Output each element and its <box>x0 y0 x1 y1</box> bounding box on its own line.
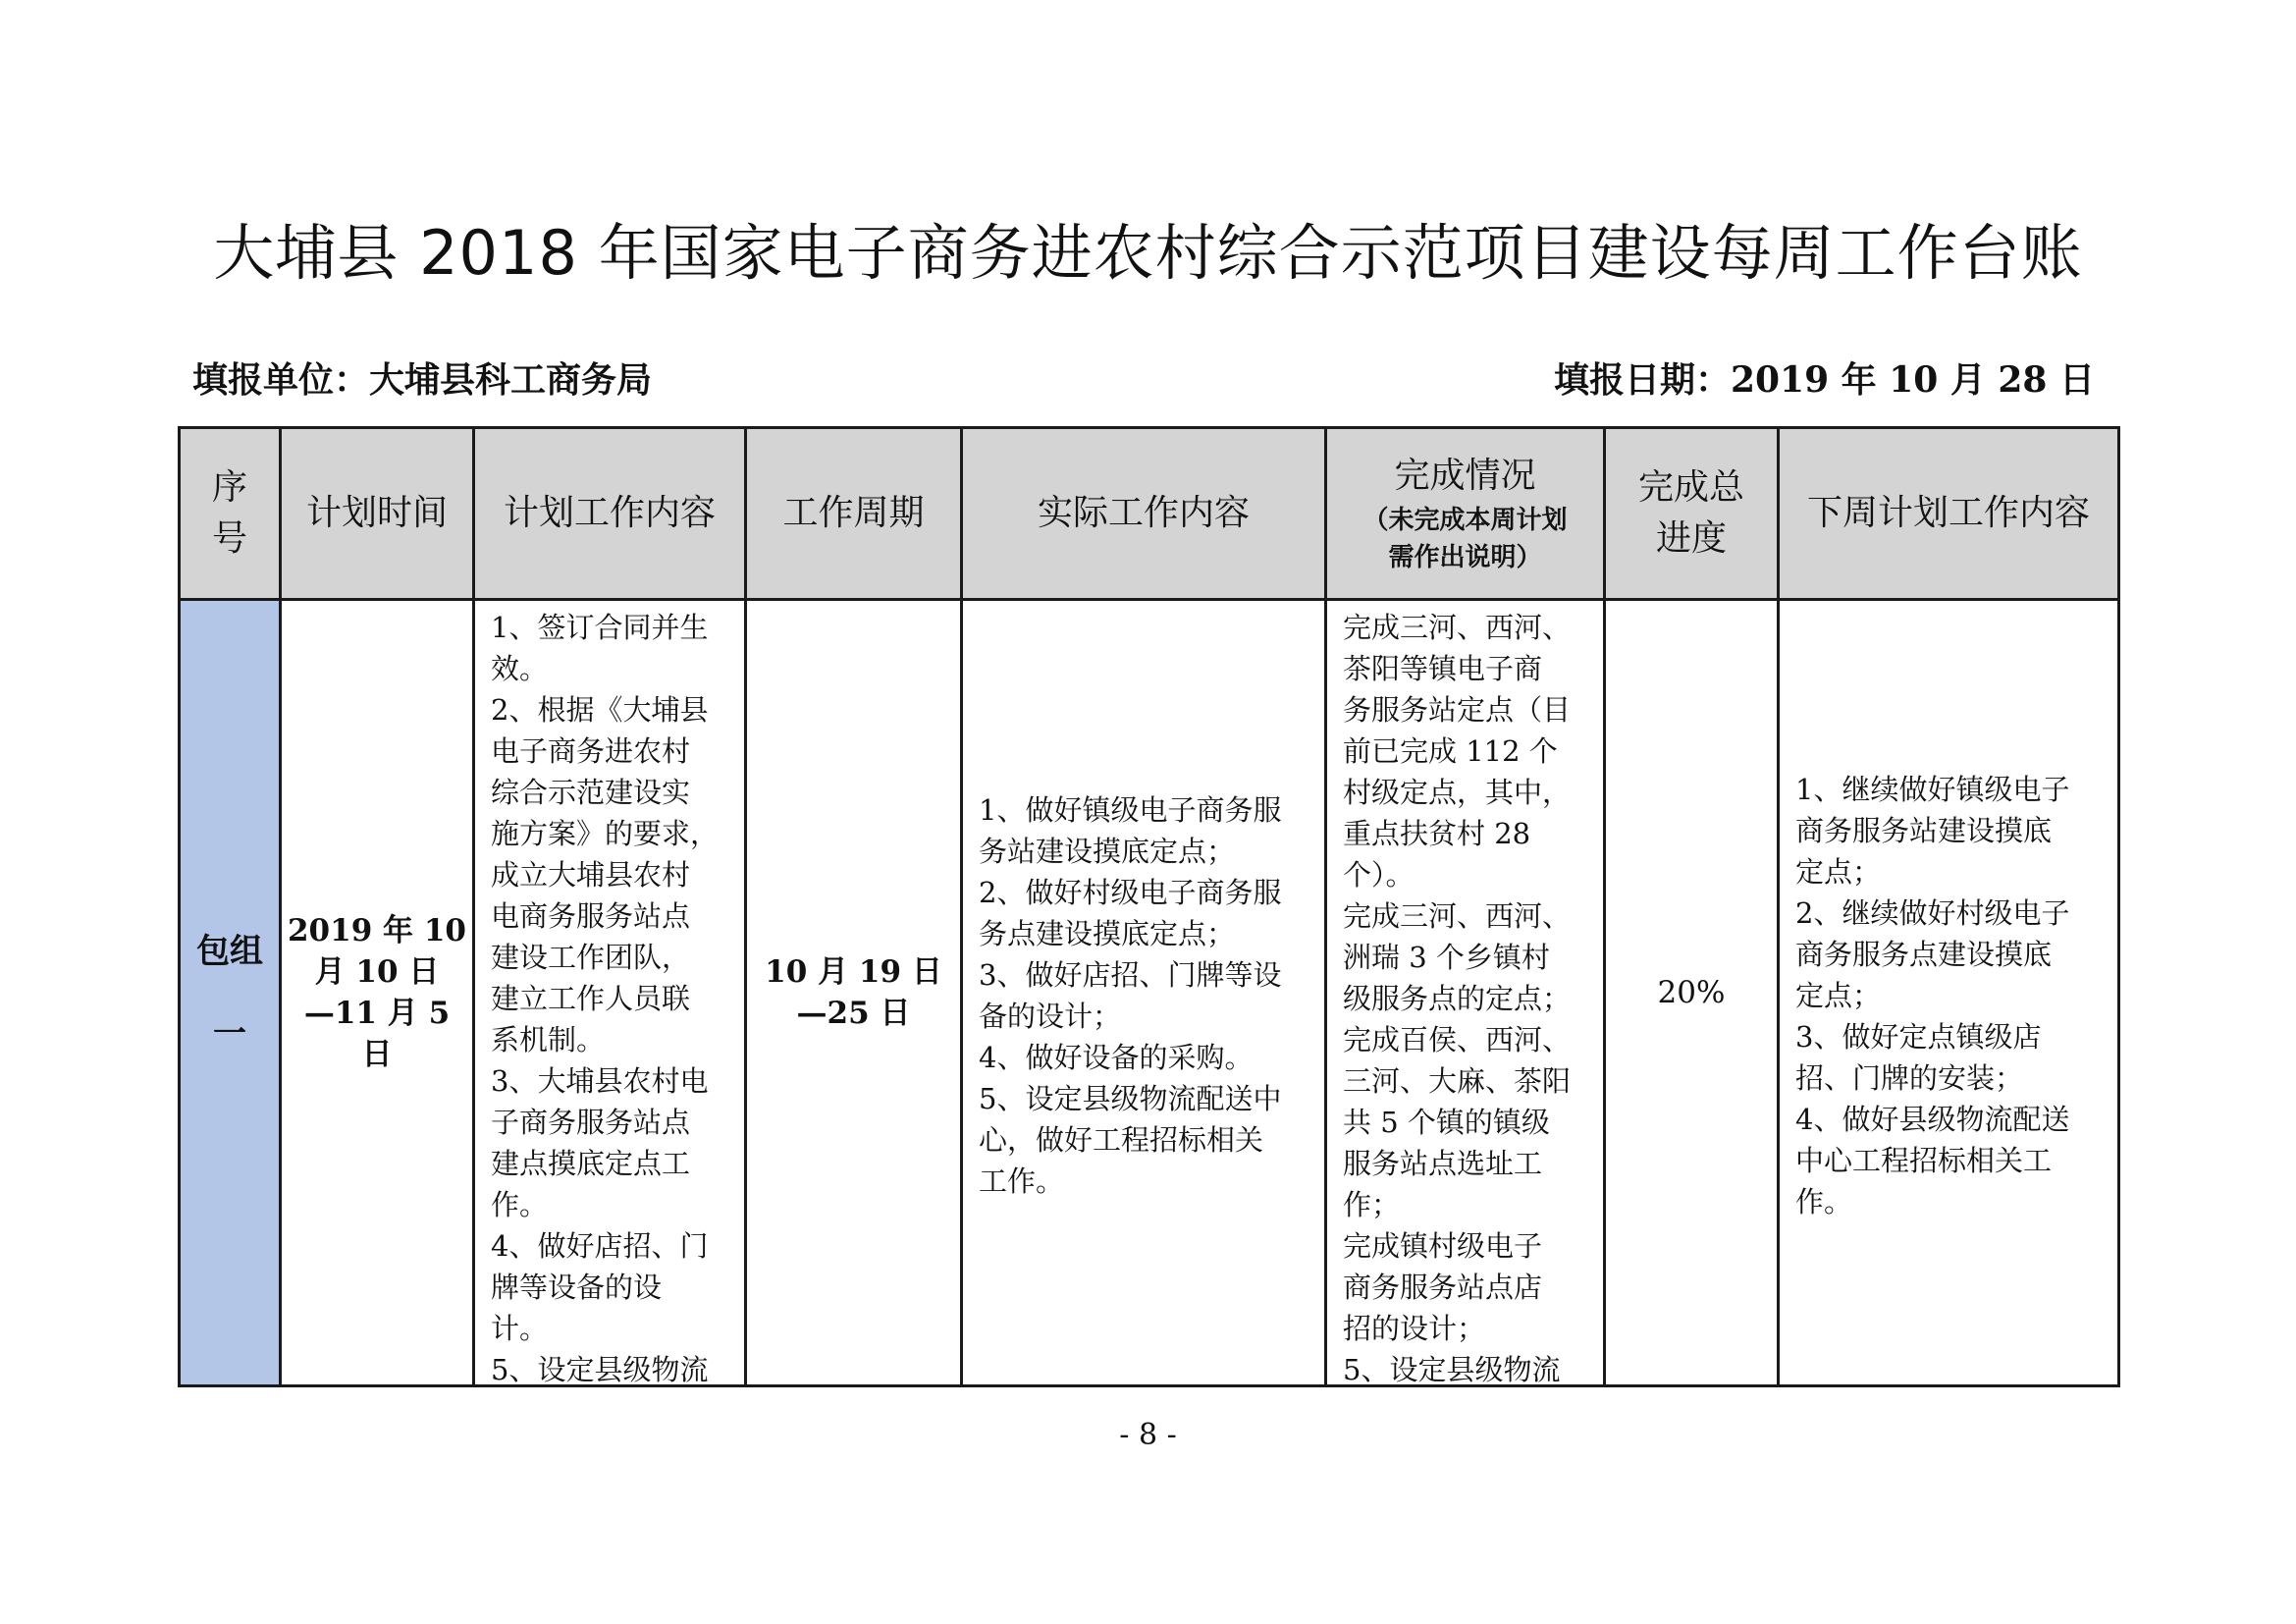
next-week-line: 中心工程招标相关工 <box>1795 1144 2053 1177</box>
status-line: 重点扶贫村 28 <box>1343 817 1531 850</box>
next-week-line: 作。 <box>1795 1185 1853 1218</box>
next-week-text <box>1780 763 2117 1222</box>
status-line: 村级定点，其中， <box>1343 776 1572 809</box>
status-line: 5、设定县级物流 <box>1343 1353 1561 1384</box>
status-line: 洲瑞 3 个乡镇村 <box>1343 941 1550 974</box>
next-week-line: 定点； <box>1795 855 1882 889</box>
header-status-note-line2: 需作出说明） <box>1388 543 1542 572</box>
plan-content-line: 2、根据《大埔县 <box>491 693 709 727</box>
status-line: 务服务站定点（目 <box>1343 693 1572 727</box>
header-status-note-line1: （未完成本周计划 <box>1362 506 1568 535</box>
plan-content-line: 3、大埔县农村电 <box>491 1064 709 1098</box>
actual-content-cell <box>962 600 1326 1386</box>
next-week-line: 商务服务站建设摸底 <box>1795 814 2053 847</box>
cycle-cell <box>746 600 962 1386</box>
status-line: 完成三河、西河、 <box>1343 899 1572 933</box>
actual-content-line: 1、做好镇级电子商务服 <box>979 793 1282 827</box>
plan-content-line: 建立工作人员联 <box>491 982 691 1015</box>
status-line: 招的设计； <box>1343 1312 1486 1345</box>
next-week-line: 1、继续做好镇级电子 <box>1795 773 2070 806</box>
actual-content-line: 务站建设摸底定点； <box>979 835 1236 868</box>
header-status-main: 完成情况 <box>1394 456 1536 496</box>
header-index-line2: 号 <box>211 518 247 559</box>
actual-content-line: 2、做好村级电子商务服 <box>979 876 1282 909</box>
header-cycle: 工作周期 <box>746 428 962 600</box>
actual-content-line: 4、做好设备的采购。 <box>979 1041 1254 1074</box>
actual-content-line: 备的设计； <box>979 1000 1122 1033</box>
plan-content-line: 建点摸底定点工 <box>491 1147 691 1180</box>
header-plan-time: 计划时间 <box>281 428 474 600</box>
status-line: 前已完成 112 个 <box>1343 734 1558 768</box>
status-text <box>1327 601 1603 1384</box>
plan-time-cell <box>281 600 474 1386</box>
status-line: 完成百侯、西河、 <box>1343 1023 1572 1056</box>
page-title: 大埔县 2018 年国家电子商务进农村综合示范项目建设每周工作台账 <box>213 217 2083 289</box>
actual-content-line: 工作。 <box>979 1164 1065 1198</box>
plan-content-line: 子商务服务站点 <box>491 1106 691 1139</box>
plan-content-line: 建设工作团队， <box>491 941 691 974</box>
next-week-line: 招、门牌的安装； <box>1795 1061 2024 1095</box>
plan-content-line: 计。 <box>491 1312 549 1345</box>
status-line: 级服务点的定点； <box>1343 982 1572 1015</box>
cycle-line: 10 月 19 日 <box>765 954 942 990</box>
status-line: 作； <box>1343 1188 1401 1221</box>
header-progress-line1: 完成总 <box>1637 467 1744 508</box>
actual-content-line: 务点建设摸底定点； <box>979 917 1236 950</box>
weekly-ledger-table <box>178 426 2120 1387</box>
status-line: 服务站点选址工 <box>1343 1147 1543 1180</box>
plan-content-line: 效。 <box>491 652 549 685</box>
plan-content-line: 综合示范建设实 <box>491 776 691 809</box>
status-line: 三河、大麻、茶阳 <box>1343 1064 1572 1098</box>
plan-content-line: 电商务服务站点 <box>491 899 691 933</box>
status-line: 完成镇村级电子 <box>1343 1229 1543 1263</box>
plan-content-line: 施方案》的要求， <box>491 817 720 850</box>
status-line: 商务服务站点店 <box>1343 1271 1543 1304</box>
next-week-line: 3、做好定点镇级店 <box>1795 1020 2042 1054</box>
reporting-date: 填报日期：2019 年 10 月 28 日 <box>1553 359 2095 401</box>
next-week-line: 商务服务点建设摸底 <box>1795 938 2053 971</box>
status-cell <box>1326 600 1605 1386</box>
plan-time-line: 月 10 日 <box>314 954 440 990</box>
next-week-line: 2、继续做好村级电子 <box>1795 896 2070 930</box>
status-line: 完成三河、西河、 <box>1343 611 1572 644</box>
plan-content-line: 4、做好店招、门 <box>491 1229 709 1263</box>
table-row <box>180 600 2119 1386</box>
header-next-week: 下周计划工作内容 <box>1779 428 2119 600</box>
header-index <box>180 428 281 600</box>
plan-content-line: 1、签订合同并生 <box>491 611 709 644</box>
status-line: 共 5 个镇的镇级 <box>1343 1106 1550 1139</box>
group-label-line1: 包组 <box>196 932 263 971</box>
plan-content-cell <box>474 600 746 1386</box>
header-progress <box>1605 428 1779 600</box>
page-number: - 8 - <box>1119 1418 1177 1452</box>
header-plan-content: 计划工作内容 <box>474 428 746 600</box>
actual-content-line: 5、设定县级物流配送中 <box>979 1082 1282 1115</box>
actual-content-line: 3、做好店招、门牌等设 <box>979 958 1282 992</box>
plan-time-line: —11 月 5 <box>303 996 451 1031</box>
group-cell <box>180 600 281 1386</box>
plan-content-line: 成立大埔县农村 <box>491 858 691 892</box>
progress-cell: 20% <box>1605 600 1779 1386</box>
actual-content-text <box>963 784 1324 1202</box>
status-line: 个）。 <box>1343 858 1415 892</box>
cycle-line: —25 日 <box>796 996 911 1031</box>
next-week-line: 4、做好县级物流配送 <box>1795 1103 2070 1136</box>
group-label-line2: 一 <box>213 1014 246 1054</box>
header-status <box>1326 428 1605 600</box>
status-line: 茶阳等镇电子商 <box>1343 652 1543 685</box>
plan-content-line: 5、设定县级物流 <box>491 1353 709 1384</box>
plan-content-line: 作。 <box>491 1188 549 1221</box>
next-week-cell <box>1779 600 2119 1386</box>
plan-content-line: 牌等设备的设 <box>491 1271 663 1304</box>
plan-content-line: 电子商务进农村 <box>491 734 691 768</box>
plan-time-line: 2019 年 10 <box>287 913 466 948</box>
next-week-line: 定点； <box>1795 979 1882 1012</box>
reporting-unit: 填报单位：大埔县科工商务局 <box>192 359 653 401</box>
header-progress-line2: 进度 <box>1655 518 1727 559</box>
actual-content-line: 心，做好工程招标相关 <box>979 1123 1264 1157</box>
plan-content-line: 系机制。 <box>491 1023 606 1056</box>
plan-content-text <box>475 601 744 1384</box>
plan-time-line: 日 <box>361 1037 393 1072</box>
header-index-line1: 序 <box>211 467 247 508</box>
header-actual: 实际工作内容 <box>962 428 1326 600</box>
table-header-row <box>180 428 2119 600</box>
